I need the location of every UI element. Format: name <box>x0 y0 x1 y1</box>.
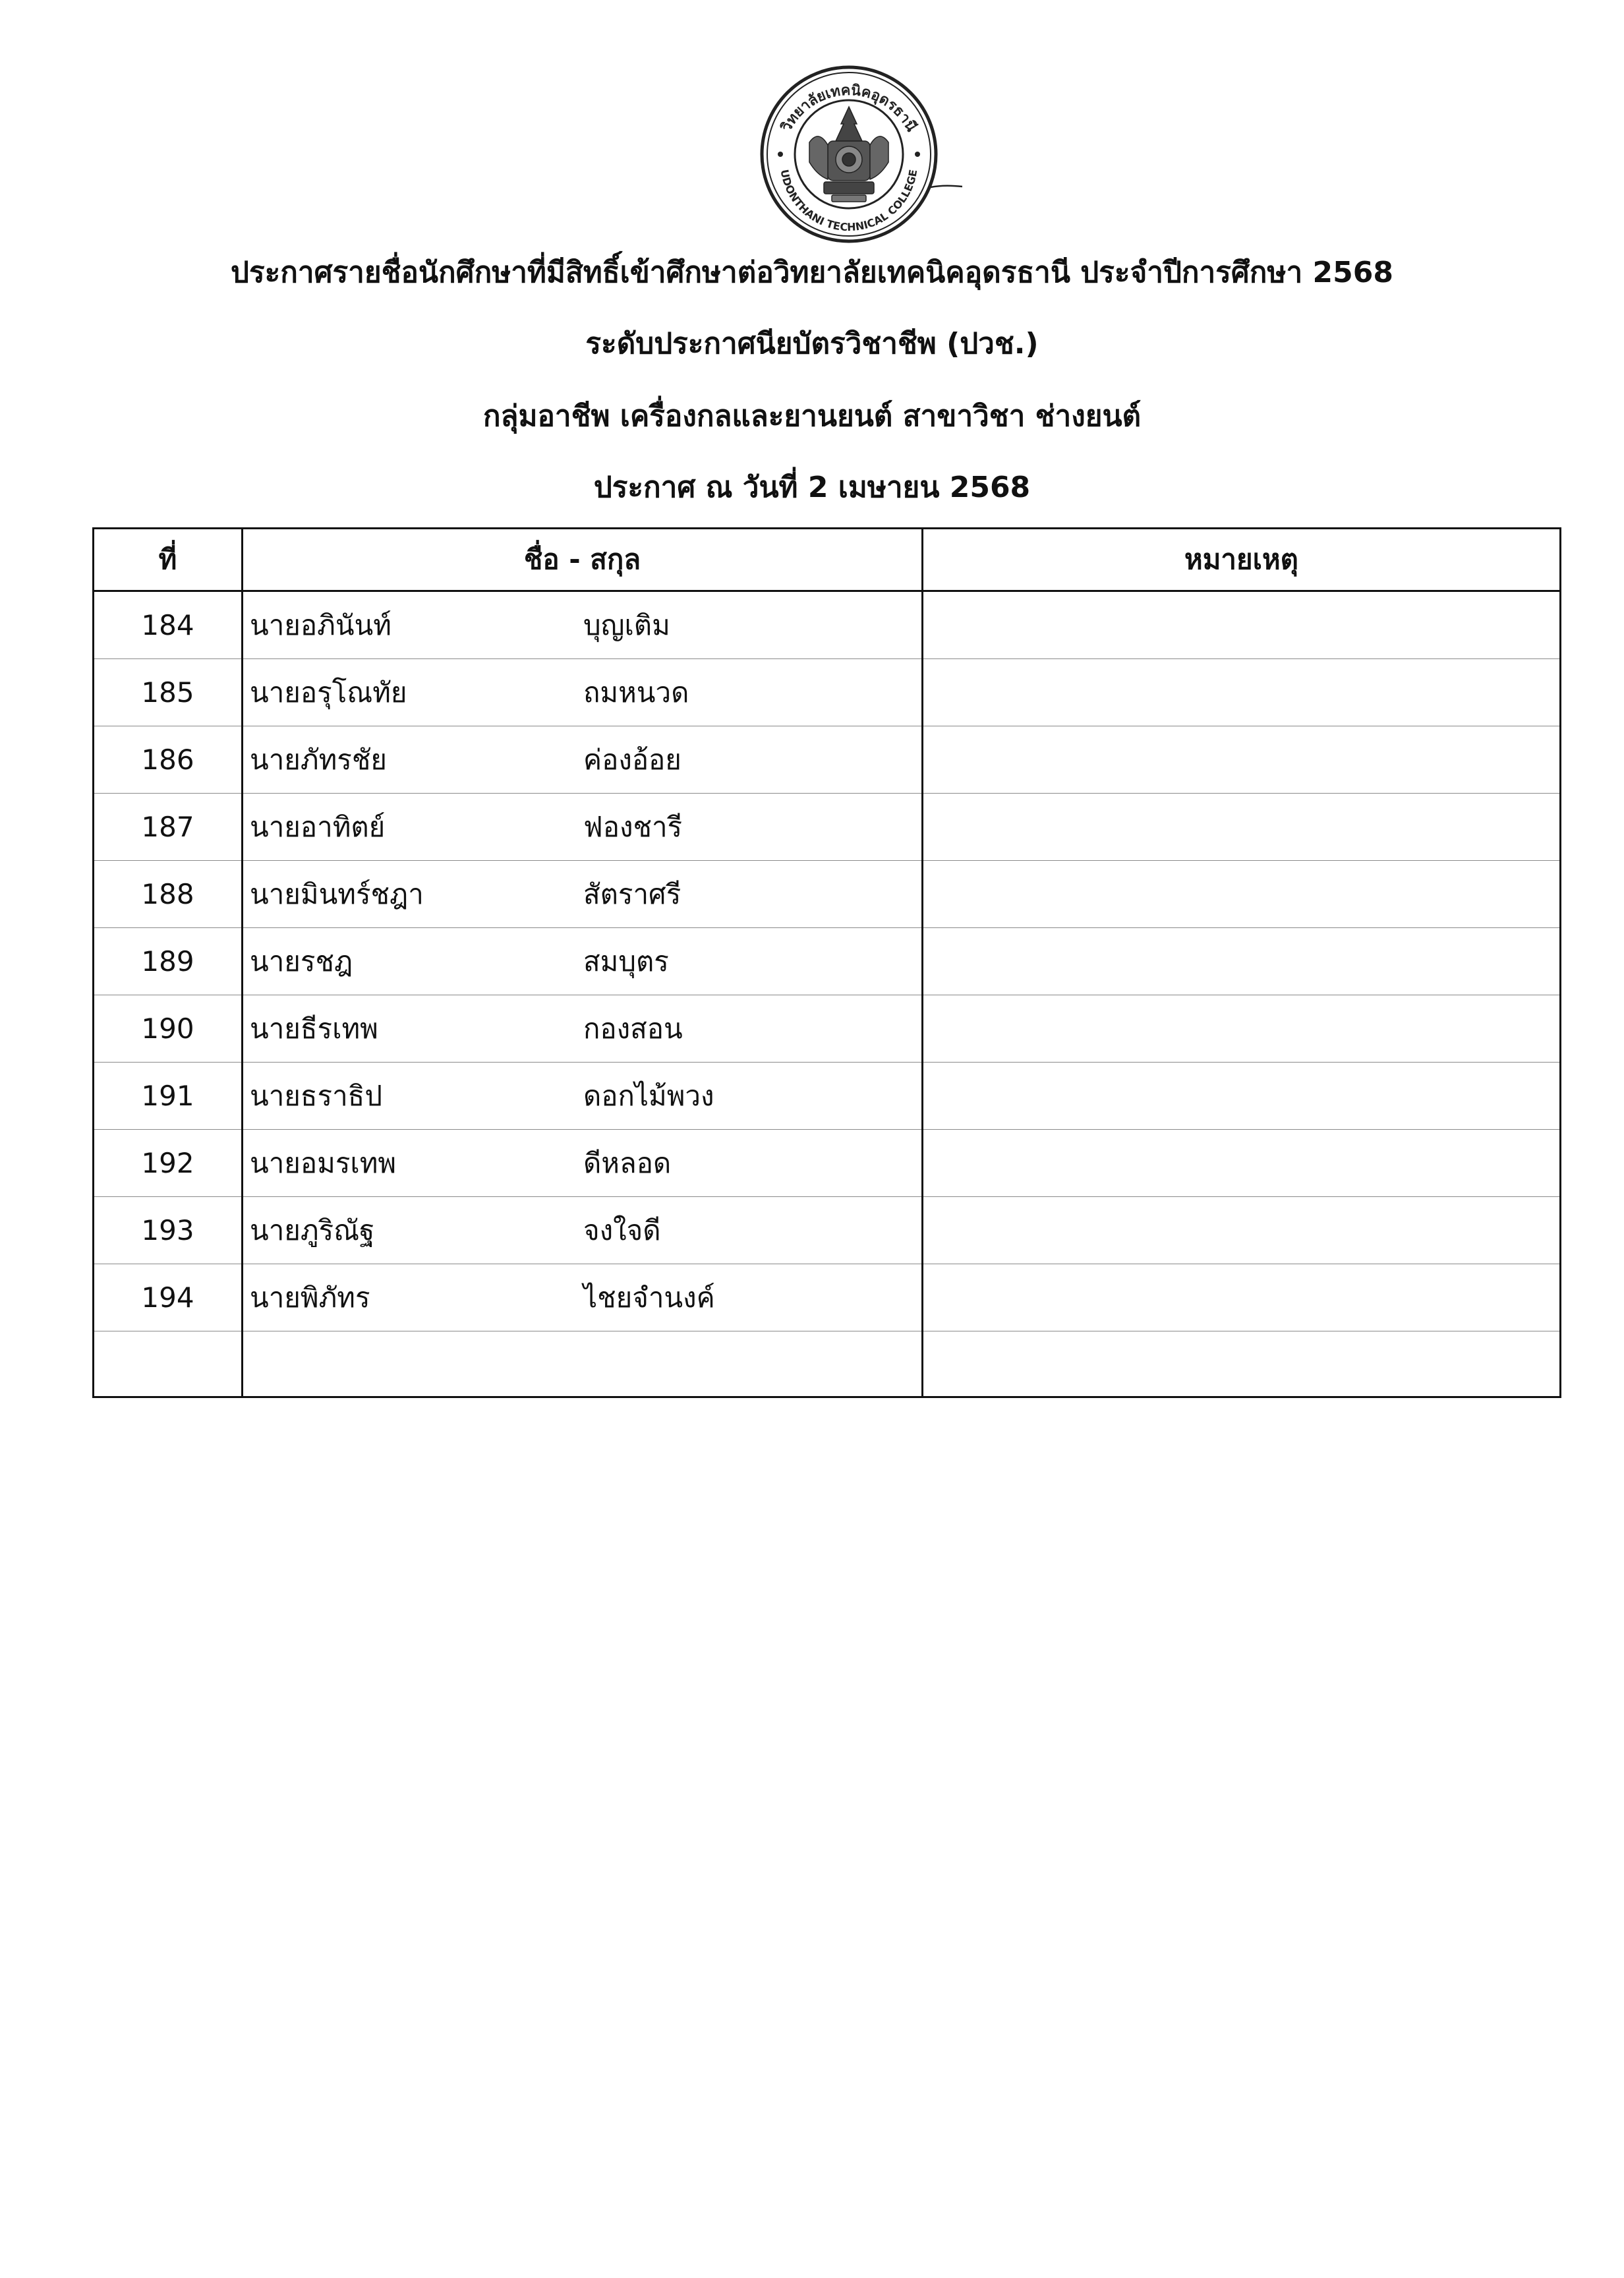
seal-bottom-text: UDONTHANI TECHNICAL COLLEGE <box>778 168 920 234</box>
student-name-cell <box>243 1264 923 1331</box>
signature-stroke <box>931 183 962 190</box>
student-first-name: นายมินทร์ชฎา <box>250 877 424 910</box>
student-first-name: นายอรุโณทัย <box>250 676 407 709</box>
college-seal-logo <box>758 63 940 245</box>
table-header-row <box>94 529 1561 591</box>
level-title: ระดับประกาศนียบัตรวิชาชีพ (ปวช.) <box>585 327 1039 361</box>
student-name-cell <box>243 861 923 928</box>
student-last-name: ดอกไม้พวง <box>583 1079 714 1112</box>
student-last-name: ค่องอ้อย <box>583 743 682 776</box>
table-row <box>94 794 1561 861</box>
remark-cell <box>923 659 1561 726</box>
student-name-cell <box>243 928 923 995</box>
table-row-empty <box>94 1331 1561 1397</box>
remark-cell <box>923 995 1561 1063</box>
student-first-name: นายภัทรชัย <box>250 743 387 776</box>
seal-top-text: วิทยาลัยเทคนิคอุดรธานี <box>778 82 920 135</box>
remark-cell <box>923 1063 1561 1130</box>
table-row <box>94 659 1561 726</box>
student-first-name: นายรชฎ <box>250 945 353 978</box>
student-first-name: นายธราธิป <box>250 1079 382 1112</box>
row-number: 194 <box>94 1264 243 1331</box>
student-name-cell <box>243 659 923 726</box>
table-row <box>94 726 1561 794</box>
remark-cell <box>923 1331 1561 1397</box>
remark-cell <box>923 591 1561 659</box>
student-name-cell <box>243 995 923 1063</box>
remark-cell <box>923 1197 1561 1264</box>
student-name-cell <box>243 794 923 861</box>
announcement-title: ประกาศรายชื่อนักศึกษาที่มีสิทธิ์เข้าศึกษาต่อวิทยาลัยเทคนิคอุดรธานี ประจำปีการศึกษา 2568 <box>231 256 1393 289</box>
table-row <box>94 861 1561 928</box>
student-first-name: นายภูริณัฐ <box>250 1213 375 1246</box>
column-header-name: ชื่อ - สกุล <box>243 529 923 591</box>
student-last-name: ไชยจำนงค์ <box>583 1281 715 1314</box>
student-last-name: ดีหลอด <box>583 1146 672 1179</box>
student-last-name: จงใจดี <box>583 1213 661 1246</box>
row-number: 192 <box>94 1130 243 1197</box>
column-header-no: ที่ <box>94 529 243 591</box>
student-last-name: ฟองชารี <box>583 810 683 843</box>
student-last-name: สัตราศรี <box>583 877 682 910</box>
student-name-cell <box>243 1130 923 1197</box>
table-row <box>94 1197 1561 1264</box>
remark-cell <box>923 928 1561 995</box>
student-first-name: นายพิภัทร <box>250 1281 370 1314</box>
row-number: 189 <box>94 928 243 995</box>
remark-cell <box>923 794 1561 861</box>
student-name-cell <box>243 726 923 794</box>
column-header-remark: หมายเหตุ <box>923 529 1561 591</box>
student-name-cell <box>243 1197 923 1264</box>
student-last-name: ถมหนวด <box>583 676 689 709</box>
student-first-name: นายอมรเทพ <box>250 1146 397 1179</box>
announcement-date: ประกาศ ณ วันที่ 2 เมษายน 2568 <box>593 471 1031 504</box>
row-number: 187 <box>94 794 243 861</box>
row-number: 191 <box>94 1063 243 1130</box>
remark-cell <box>923 861 1561 928</box>
table-row <box>94 1264 1561 1331</box>
table-row <box>94 1130 1561 1197</box>
student-first-name: นายธีรเทพ <box>250 1012 378 1045</box>
student-name-cell <box>243 1063 923 1130</box>
row-number: 193 <box>94 1197 243 1264</box>
student-name-cell <box>243 591 923 659</box>
row-number: 186 <box>94 726 243 794</box>
program-title: กลุ่มอาชีพ เครื่องกลและยานยนต์ สาขาวิชา ช่างยนต์ <box>482 399 1142 433</box>
table-row <box>94 1063 1561 1130</box>
student-last-name: กองสอน <box>583 1012 683 1045</box>
student-last-name: สมบุตร <box>583 945 669 978</box>
student-last-name: บุญเติม <box>583 608 670 641</box>
row-number: 190 <box>94 995 243 1063</box>
row-number: 184 <box>94 591 243 659</box>
table-row <box>94 995 1561 1063</box>
row-number: 188 <box>94 861 243 928</box>
remark-cell <box>923 1264 1561 1331</box>
table-row <box>94 591 1561 659</box>
row-number <box>94 1331 243 1397</box>
student-first-name: นายอาทิตย์ <box>250 810 386 843</box>
student-list-table <box>92 527 1561 1398</box>
remark-cell <box>923 726 1561 794</box>
student-name-cell <box>243 1331 923 1397</box>
student-first-name: นายอภินันท์ <box>250 608 392 641</box>
remark-cell <box>923 1130 1561 1197</box>
row-number: 185 <box>94 659 243 726</box>
table-row <box>94 928 1561 995</box>
